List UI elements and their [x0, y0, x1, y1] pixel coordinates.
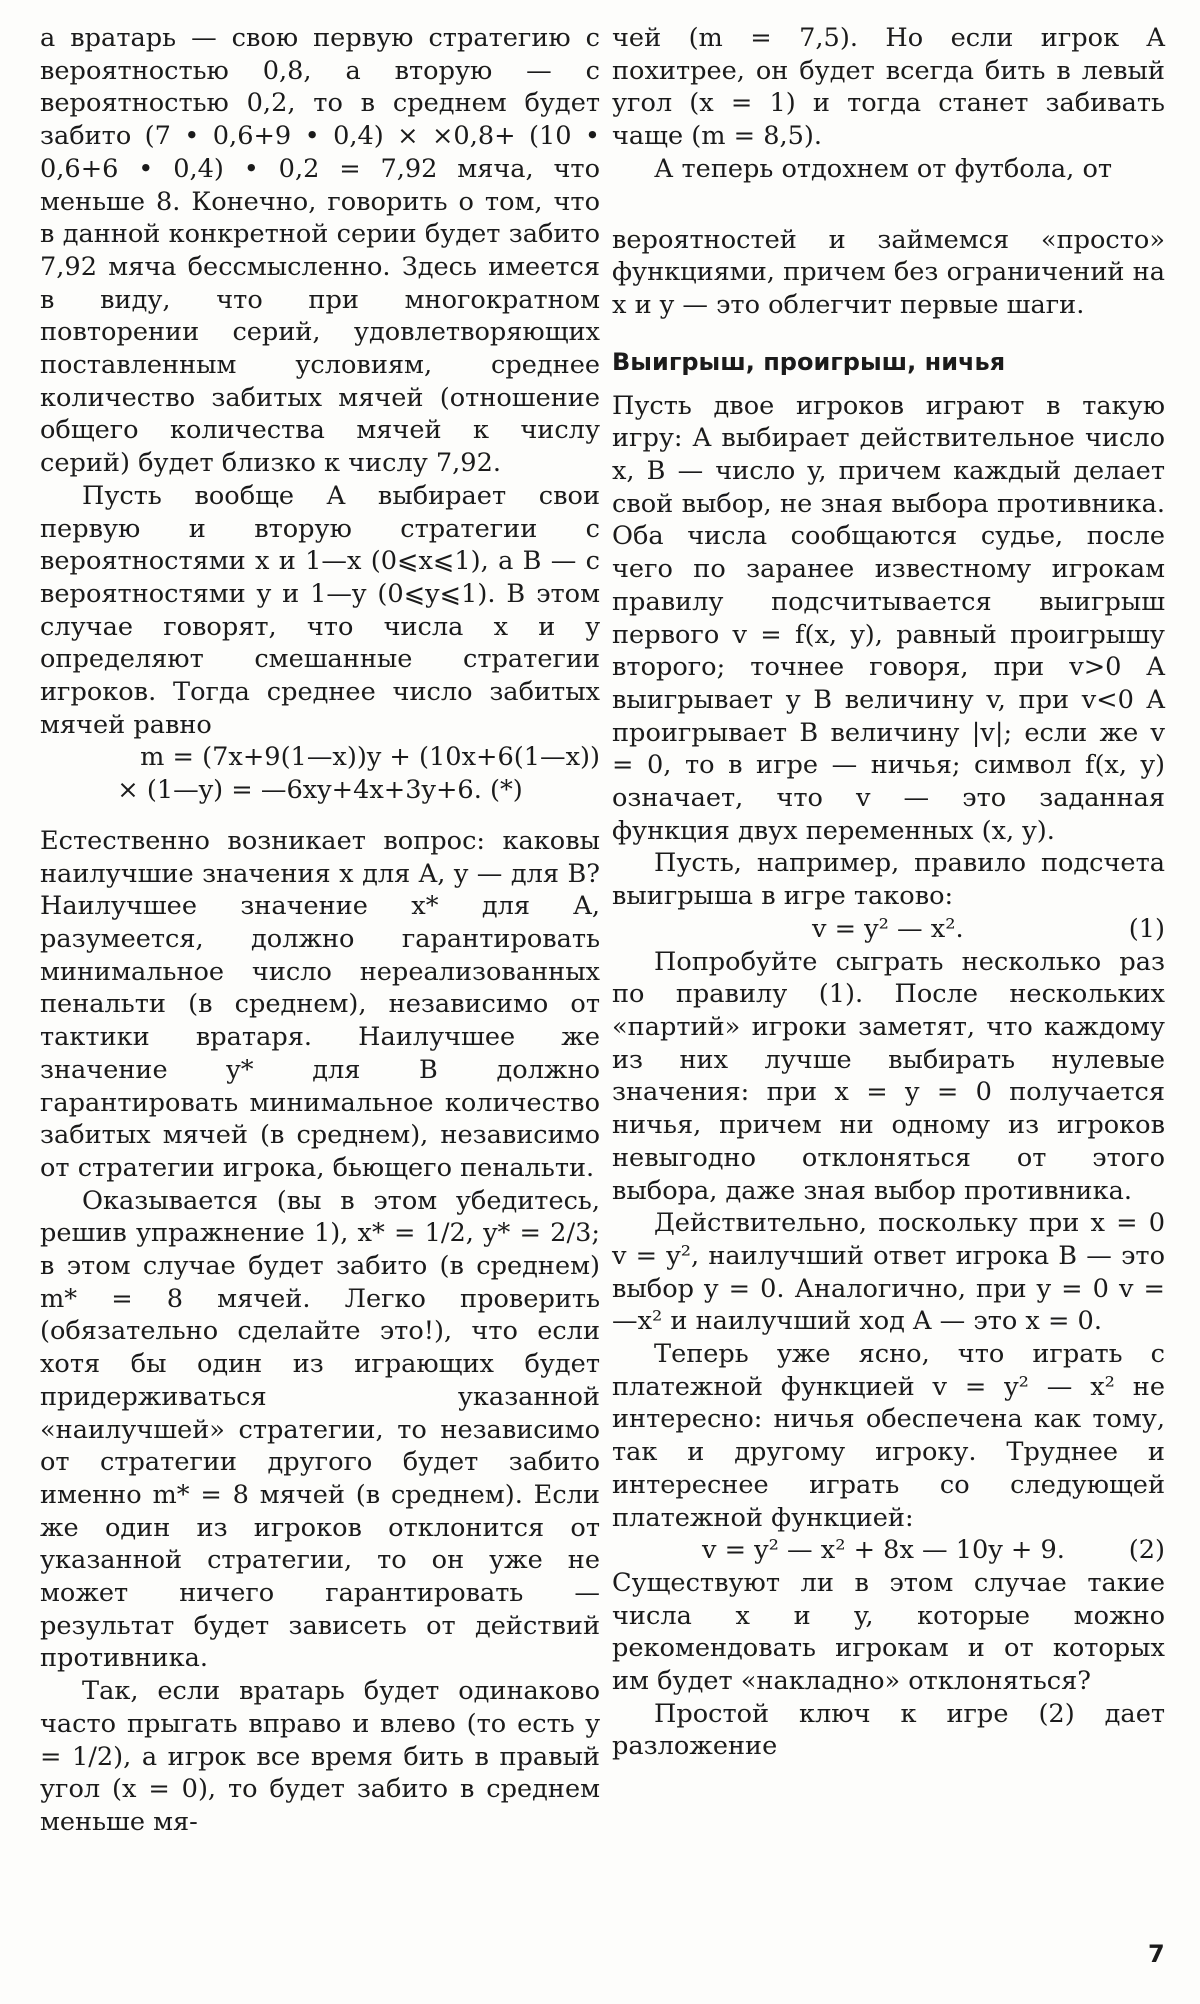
paragraph: Пусть, например, правило подсчета выигрыша в игре таково: — [612, 848, 1165, 912]
paragraph: Теперь уже ясно, что играть с платежной функцией v = y² — x² не интересно: ничья обеспечена как тому, так и другому игроку. Труднее и интереснее играть со следующей платежной функцией: — [612, 1339, 1165, 1533]
paragraph: Оказывается (вы в этом убедитесь, решив упражнение 1), x* = 1/2, y* = 2/3; в этом случае будет забито (в среднем) m* = 8 мячей. Легко проверить (обязательно сделайте это!), что если хотя бы один из играющих будет придерживаться указанной «наилучшей» стратегии, то независимо от стратегии другого будет забито именно m* = 8 мячей (в среднем). Если же один из игроков отклонится от указанной стратегии, то он уже не может ничего гарантировать — результат будет зависеть от действий противника. — [40, 1185, 600, 1674]
left-column — [40, 22, 600, 1839]
section-heading: Выигрыш, проигрыш, ничья — [612, 347, 1006, 376]
paragraph: Действительно, поскольку при x = 0 v = y², наилучший ответ игрока B — это выбор y = 0. Аналогично, при y = 0 v = —x² и наилучший ход A — это x = 0. — [612, 1208, 1165, 1337]
paragraph: Естественно возникает вопрос: каковы наилучшие значения x для A, y — для B? Наилучшее значение x* для A, разумеется, должно гарантировать минимальное число нереализованных пенальти (в среднем), независимо от тактики вратаря. Наилучшее же значение y* для B должно гарантировать минимальное количество забитых мячей (в среднем), независимо от стратегии игрока, бьющего пенальти. — [40, 825, 600, 1183]
equation-1-number: (1) — [1128, 913, 1165, 944]
equation-2 — [612, 1534, 1165, 1567]
paragraph: а вратарь — свою первую стратегию с вероятностью 0,8, а вторую — с вероятностью 0,2, то в среднем будет забито (7 • 0,6+9 • 0,4) × ×0,8+ (10 • 0,6+6 • 0,4) • 0,2 = 7,92 мяча, что меньше 8. Конечно, говорить о том, что в данной конкретной серии будет забито 7,92 мяча бессмысленно. Здесь имеется в виду, что при многократном повторении серий, удовлетворяющих поставленным условиям, среднее количество забитых мячей (отношение общего количества мячей к числу серий) будет близко к числу 7,92. — [40, 23, 600, 479]
paragraph: Попробуйте сыграть несколько раз по правилу (1). После нескольких «партий» игроки заметят, что каждому из них лучше выбирать нулевые значения: при x = y = 0 получается ничья, причем ни одному из игроков невыгодно отклоняться от этого выбора, даже зная выбор противника. — [612, 946, 1165, 1206]
equation-star-line-2: × (1—y) = —6xy+4x+3y+6. (*) — [117, 775, 523, 806]
paragraph: Пусть вообще A выбирает свои первую и вторую стратегии с вероятностями x и 1—x (0⩽x⩽1), а B — с вероятностями y и 1—y (0⩽y⩽1). В этом случае говорят, что числа x и y определяют смешанные стратегии игроков. Тогда среднее число забитых мячей равно — [40, 480, 600, 740]
paragraph: Существуют ли в этом случае такие числа x и y, которые можно рекомендовать игрокам и от которых им будет «накладно» отклоняться? — [612, 1567, 1165, 1697]
equation-1-body: v = y² — x². — [812, 913, 964, 944]
paragraph: А теперь отдохнем от футбола, от — [654, 153, 1113, 184]
paragraph: вероятностей и займемся «просто» функциями, причем без ограничений на x и y — это облегчит первые шаги. — [612, 224, 1165, 320]
page-number: 7 — [1148, 1940, 1165, 1968]
equation-2-number: (2) — [1128, 1535, 1165, 1566]
equation-1 — [612, 913, 1165, 946]
equation-2-body: v = y² — x² + 8x — 10y + 9. — [702, 1535, 1065, 1566]
paragraph: Пусть двое игроков играют в такую игру: A выбирает действительное число x, B — число y, причем каждый делает свой выбор, не зная выбора противника. Оба числа сообщаются судье, после чего по заранее известному игрокам правилу подсчитывается выигрыш первого v = f(x, y), равный проигрышу второго; точнее говоря, при v>0 A выигрывает у B величину v, при v<0 A проигрывает B величину |v|; если же v = 0, то в игре — ничья; символ f(x, y) означает, что v — это заданная функция двух переменных (x, y). — [612, 390, 1165, 846]
right-column — [612, 22, 1165, 1763]
equation-star-line-1: m = (7x+9(1—x))y + (10x+6(1—x)) — [140, 742, 600, 773]
paragraph: Простой ключ к игре (2) дает разложение — [612, 1698, 1165, 1762]
paragraph: Так, если вратарь будет одинаково часто прыгать вправо и влево (то есть y = 1/2), а игрок все время бить в правый угол (x = 0), то будет забито в среднем меньше мя- — [40, 1676, 600, 1837]
paragraph: чей (m = 7,5). Но если игрок A похитрее, он будет всегда бить в левый угол (x = 1) и тогда станет забивать чаще (m = 8,5). — [612, 23, 1165, 152]
